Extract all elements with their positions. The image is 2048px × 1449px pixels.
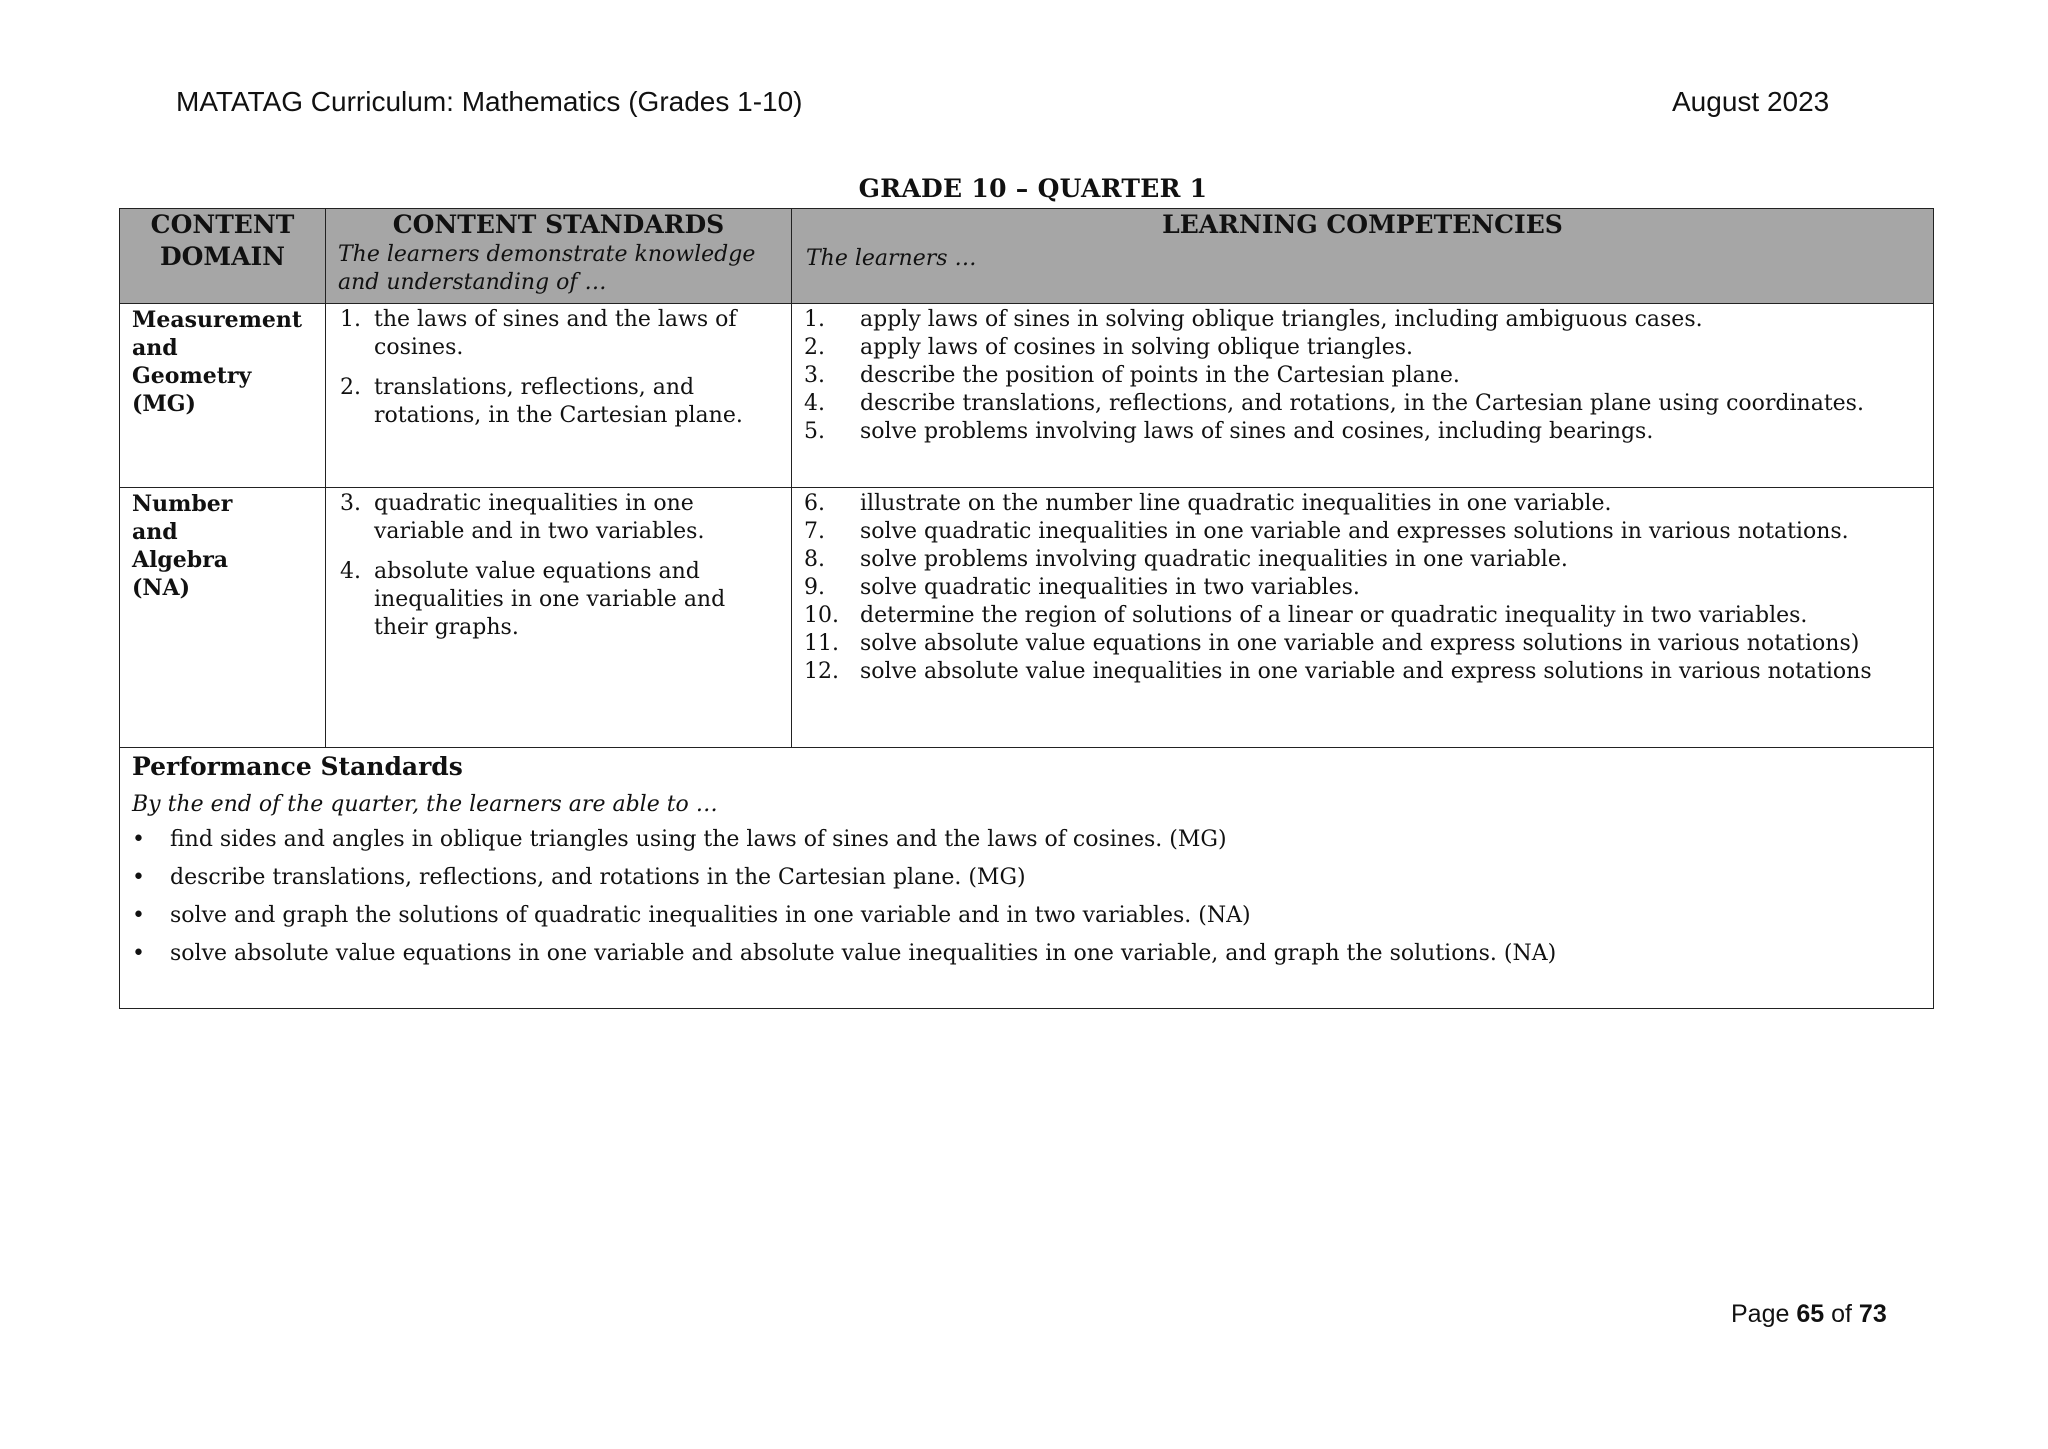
domain-text: Measurement (132, 307, 303, 333)
header-domain-line1: CONTENT (150, 210, 295, 239)
grade-quarter-title: GRADE 10 – QUARTER 1 (858, 174, 1208, 203)
header-standards-subtitle: The learners demonstrate knowledge and understanding of … (338, 242, 756, 295)
header-content-standards (326, 209, 792, 304)
domain-text: and (132, 335, 178, 361)
page-current: 65 (1796, 1300, 1825, 1328)
item-text: solve problems involving laws of sines and cosines, including bearings. (860, 419, 1654, 444)
domain-cell (120, 304, 326, 488)
performance-standards-row (120, 748, 1934, 1009)
list-item (804, 306, 1925, 334)
item-text: apply laws of sines in solving oblique triangles, including ambiguous cases. (860, 307, 1703, 332)
list-item (804, 518, 1925, 546)
list-item (804, 546, 1925, 574)
bullet-icon: • (132, 827, 145, 852)
item-number: 12. (804, 659, 839, 684)
header-content-domain (120, 209, 326, 304)
item-text: translations, reflections, and rotations, in the Cartesian plane. (374, 375, 743, 428)
item-number: 1. (340, 307, 361, 332)
item-number: 8. (804, 547, 825, 572)
page-number (1731, 1300, 1887, 1329)
header-standards-label: CONTENT STANDARDS (392, 210, 725, 239)
list-item (132, 864, 1921, 892)
item-text: determine the region of solutions of a linear or quadratic inequality in two variables. (860, 603, 1808, 628)
item-text: solve quadratic inequalities in two variables. (860, 575, 1360, 600)
item-number: 7. (804, 519, 825, 544)
list-item (340, 490, 783, 546)
domain-cell (120, 488, 326, 748)
bullet-icon: • (132, 865, 145, 890)
item-text: describe the position of points in the Cartesian plane. (860, 363, 1460, 388)
performance-standards-cell (120, 748, 1934, 1009)
item-text: solve absolute value inequalities in one variable and express solutions in various notations (860, 659, 1872, 684)
domain-text: (NA) (132, 575, 190, 601)
item-text: solve quadratic inequalities in one variable and expresses solutions in various notations. (860, 519, 1849, 544)
list-item (804, 362, 1925, 390)
table-header-row (120, 209, 1934, 304)
domain-text: and (132, 519, 178, 545)
page-total: 73 (1858, 1300, 1887, 1328)
list-item (340, 306, 783, 362)
item-number: 3. (340, 491, 361, 516)
item-number: 3. (804, 363, 825, 388)
item-text: solve absolute value equations in one variable and express solutions in various notations) (860, 631, 1860, 656)
header-competencies-subtitle: The learners … (806, 246, 977, 271)
list-item (340, 558, 783, 642)
list-item (804, 658, 1925, 686)
list-item (804, 418, 1925, 446)
item-text: solve problems involving quadratic inequalities in one variable. (860, 547, 1568, 572)
item-text: illustrate on the number line quadratic inequalities in one variable. (860, 491, 1612, 516)
document-header-date: August 2023 (1672, 86, 1830, 117)
header-learning-competencies (792, 209, 1934, 304)
document-header-title: MATATAG Curriculum: Mathematics (Grades 1-10) (176, 86, 803, 117)
item-number: 4. (340, 559, 361, 584)
item-text: describe translations, reflections, and rotations, in the Cartesian plane using coordinates. (860, 391, 1864, 416)
page-label: Page (1731, 1300, 1790, 1328)
list-item (804, 630, 1925, 658)
item-text: find sides and angles in oblique triangles using the laws of sines and the laws of cosines. (MG) (170, 827, 1227, 852)
list-item (804, 390, 1925, 418)
item-number: 5. (804, 419, 825, 444)
standards-cell (326, 488, 792, 748)
item-number: 11. (804, 631, 839, 656)
header-competencies-label: LEARNING COMPETENCIES (1162, 210, 1563, 239)
list-item (340, 374, 783, 430)
list-item (132, 940, 1921, 968)
performance-standards-title: Performance Standards (132, 752, 463, 781)
item-text: the laws of sines and the laws of cosines. (374, 307, 737, 360)
list-item (132, 902, 1921, 930)
item-number: 9. (804, 575, 825, 600)
list-item (804, 334, 1925, 362)
bullet-icon: • (132, 941, 145, 966)
item-number: 4. (804, 391, 825, 416)
item-text: solve and graph the solutions of quadratic inequalities in one variable and in two variables. (NA) (170, 903, 1251, 928)
list-item (804, 490, 1925, 518)
domain-text: (MG) (132, 391, 196, 417)
item-text: solve absolute value equations in one variable and absolute value inequalities in one variable, and graph the solutions. (NA) (170, 941, 1557, 966)
table-row (120, 304, 1934, 488)
item-number: 10. (804, 603, 839, 628)
curriculum-table (119, 208, 1934, 1009)
item-text: quadratic inequalities in one variable and in two variables. (374, 491, 705, 544)
performance-standards-intro: By the end of the quarter, the learners are able to … (132, 792, 718, 817)
bullet-icon: • (132, 903, 145, 928)
list-item (132, 826, 1921, 854)
competencies-cell (792, 304, 1934, 488)
page-of: of (1831, 1300, 1852, 1328)
header-domain-line2: DOMAIN (159, 242, 286, 271)
domain-text: Algebra (132, 547, 229, 573)
table-row (120, 488, 1934, 748)
standards-cell (326, 304, 792, 488)
competencies-cell (792, 488, 1934, 748)
item-text: apply laws of cosines in solving oblique triangles. (860, 335, 1413, 360)
list-item (804, 574, 1925, 602)
item-number: 2. (340, 375, 361, 400)
item-text: absolute value equations and inequalities in one variable and their graphs. (374, 559, 726, 640)
item-text: describe translations, reflections, and rotations in the Cartesian plane. (MG) (170, 865, 1026, 890)
item-number: 2. (804, 335, 825, 360)
list-item (804, 602, 1925, 630)
domain-text: Geometry (132, 363, 252, 389)
domain-text: Number (132, 491, 233, 517)
item-number: 6. (804, 491, 825, 516)
item-number: 1. (804, 307, 825, 332)
